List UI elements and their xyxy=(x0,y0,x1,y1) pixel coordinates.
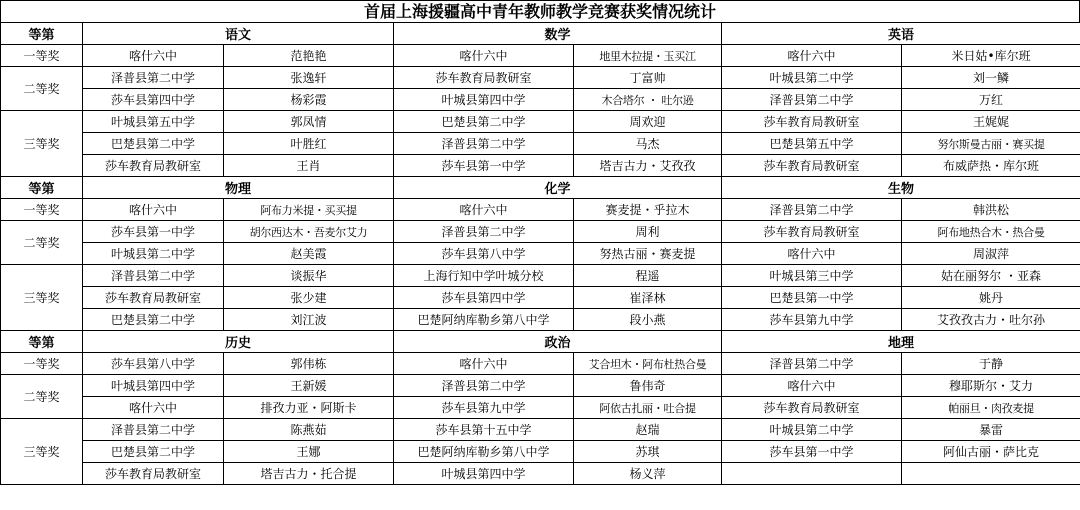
rank-cell: 二等奖 xyxy=(1,375,83,419)
school-cell: 喀什六中 xyxy=(394,45,574,67)
teacher-cell: 周欢迎 xyxy=(574,111,722,133)
rank-header: 等第 xyxy=(1,23,83,45)
table-row xyxy=(1,45,1080,67)
school-cell: 喀什六中 xyxy=(722,375,902,397)
school-cell: 莎车教育局教研室 xyxy=(722,155,902,177)
subject-header: 数学 xyxy=(394,23,722,45)
section-header-row xyxy=(1,331,1080,353)
teacher-cell: 苏琪 xyxy=(574,441,722,463)
teacher-cell: 赵美霞 xyxy=(224,243,394,265)
teacher-cell: 杨彩霞 xyxy=(224,89,394,111)
teacher-cell: 周淑萍 xyxy=(902,243,1080,265)
school-cell xyxy=(722,463,902,485)
school-cell: 莎车县第一中学 xyxy=(83,221,224,243)
school-cell: 巴楚阿纳库勒乡第八中学 xyxy=(394,441,574,463)
table-row xyxy=(1,441,1080,463)
page-title: 首届上海援疆高中青年教师教学竞赛获奖情况统计 xyxy=(0,0,1080,22)
teacher-cell: 范艳艳 xyxy=(224,45,394,67)
school-cell: 喀什六中 xyxy=(83,397,224,419)
school-cell: 喀什六中 xyxy=(83,45,224,67)
rank-header: 等第 xyxy=(1,177,83,199)
teacher-cell: 塔吉古力・艾孜孜 xyxy=(574,155,722,177)
table-row xyxy=(1,243,1080,265)
section-header-row xyxy=(1,23,1080,45)
teacher-cell: 于静 xyxy=(902,353,1080,375)
teacher-cell: 王肖 xyxy=(224,155,394,177)
school-cell: 莎车教育局教研室 xyxy=(394,67,574,89)
school-cell: 巴楚阿纳库勒乡第八中学 xyxy=(394,309,574,331)
table-row xyxy=(1,265,1080,287)
school-cell: 叶城县第二中学 xyxy=(722,419,902,441)
teacher-cell: 排孜力亚・阿斯卡 xyxy=(224,397,394,419)
teacher-cell: 姑在丽努尔 ・亚森 xyxy=(902,265,1080,287)
rank-cell: 三等奖 xyxy=(1,111,83,177)
teacher-cell: 崔泽林 xyxy=(574,287,722,309)
school-cell: 上海行知中学叶城分校 xyxy=(394,265,574,287)
teacher-cell: 布威萨热・库尔班 xyxy=(902,155,1080,177)
school-cell: 巴楚县第二中学 xyxy=(83,133,224,155)
subject-header: 地理 xyxy=(722,331,1080,353)
teacher-cell: 丁富帅 xyxy=(574,67,722,89)
teacher-cell: 段小燕 xyxy=(574,309,722,331)
teacher-cell: 鲁伟奇 xyxy=(574,375,722,397)
school-cell: 莎车县第四中学 xyxy=(394,287,574,309)
school-cell: 莎车县第四中学 xyxy=(83,89,224,111)
teacher-cell: 程遥 xyxy=(574,265,722,287)
school-cell: 莎车县第九中学 xyxy=(722,309,902,331)
school-cell: 喀什六中 xyxy=(394,199,574,221)
teacher-cell: 郭凤情 xyxy=(224,111,394,133)
school-cell: 莎车教育局教研室 xyxy=(722,111,902,133)
table-row xyxy=(1,353,1080,375)
school-cell: 泽普县第二中学 xyxy=(394,221,574,243)
school-cell: 泽普县第二中学 xyxy=(722,353,902,375)
teacher-cell: 暴雷 xyxy=(902,419,1080,441)
teacher-cell: 马杰 xyxy=(574,133,722,155)
teacher-cell: 韩洪松 xyxy=(902,199,1080,221)
table-row xyxy=(1,397,1080,419)
teacher-cell: 陈燕茹 xyxy=(224,419,394,441)
section-header-row xyxy=(1,177,1080,199)
teacher-cell: 张少建 xyxy=(224,287,394,309)
subject-header: 政治 xyxy=(394,331,722,353)
school-cell: 喀什六中 xyxy=(722,243,902,265)
table-row xyxy=(1,199,1080,221)
teacher-cell: 木合塔尔 ・ 吐尔逊 xyxy=(574,89,722,111)
teacher-cell: 赛麦提・乎拉木 xyxy=(574,199,722,221)
school-cell: 莎车县第八中学 xyxy=(83,353,224,375)
teacher-cell: 叶胜红 xyxy=(224,133,394,155)
teacher-cell: 郭伟栋 xyxy=(224,353,394,375)
school-cell: 叶城县第四中学 xyxy=(394,463,574,485)
school-cell: 巴楚县第二中学 xyxy=(394,111,574,133)
rank-cell: 一等奖 xyxy=(1,353,83,375)
school-cell: 巴楚县第五中学 xyxy=(722,133,902,155)
teacher-cell: 阿布力米提・买买提 xyxy=(224,199,394,221)
teacher-cell: 努尔斯曼古丽・赛买提 xyxy=(902,133,1080,155)
table-row xyxy=(1,287,1080,309)
school-cell: 泽普县第二中学 xyxy=(722,89,902,111)
teacher-cell: 万红 xyxy=(902,89,1080,111)
table-row xyxy=(1,419,1080,441)
teacher-cell: 米日姑•库尔班 xyxy=(902,45,1080,67)
awards-table xyxy=(0,22,1080,485)
school-cell: 莎车县第一中学 xyxy=(394,155,574,177)
table-row xyxy=(1,155,1080,177)
school-cell: 泽普县第二中学 xyxy=(83,265,224,287)
teacher-cell: 王新媛 xyxy=(224,375,394,397)
table-row xyxy=(1,375,1080,397)
teacher-cell: 刘一鳞 xyxy=(902,67,1080,89)
school-cell: 莎车县第十五中学 xyxy=(394,419,574,441)
rank-cell: 三等奖 xyxy=(1,419,83,485)
teacher-cell: 谈振华 xyxy=(224,265,394,287)
school-cell: 叶城县第二中学 xyxy=(722,67,902,89)
rank-cell: 一等奖 xyxy=(1,199,83,221)
teacher-cell: 阿仙古丽・萨比克 xyxy=(902,441,1080,463)
teacher-cell: 周利 xyxy=(574,221,722,243)
table-row xyxy=(1,67,1080,89)
teacher-cell xyxy=(902,463,1080,485)
subject-header: 语文 xyxy=(83,23,394,45)
school-cell: 叶城县第四中学 xyxy=(394,89,574,111)
teacher-cell: 阿布地热合木・热合曼 xyxy=(902,221,1080,243)
school-cell: 泽普县第二中学 xyxy=(394,133,574,155)
teacher-cell: 王娜 xyxy=(224,441,394,463)
school-cell: 叶城县第四中学 xyxy=(83,375,224,397)
rank-cell: 三等奖 xyxy=(1,265,83,331)
table-row xyxy=(1,221,1080,243)
school-cell: 喀什六中 xyxy=(394,353,574,375)
teacher-cell: 赵瑞 xyxy=(574,419,722,441)
teacher-cell: 阿依古扎丽・吐合提 xyxy=(574,397,722,419)
school-cell: 巴楚县第二中学 xyxy=(83,309,224,331)
subject-header: 化学 xyxy=(394,177,722,199)
school-cell: 巴楚县第二中学 xyxy=(83,441,224,463)
table-row xyxy=(1,463,1080,485)
teacher-cell: 张逸轩 xyxy=(224,67,394,89)
teacher-cell: 努热古丽・赛麦提 xyxy=(574,243,722,265)
teacher-cell: 塔吉古力・托合提 xyxy=(224,463,394,485)
school-cell: 泽普县第二中学 xyxy=(394,375,574,397)
table-row xyxy=(1,89,1080,111)
subject-header: 历史 xyxy=(83,331,394,353)
school-cell: 喀什六中 xyxy=(722,45,902,67)
teacher-cell: 刘江波 xyxy=(224,309,394,331)
school-cell: 泽普县第二中学 xyxy=(83,419,224,441)
teacher-cell: 胡尔西达木・吾麦尔艾力 xyxy=(224,221,394,243)
school-cell: 莎车教育局教研室 xyxy=(722,221,902,243)
school-cell: 叶城县第二中学 xyxy=(83,243,224,265)
teacher-cell: 地里木拉提・玉买江 xyxy=(574,45,722,67)
school-cell: 莎车教育局教研室 xyxy=(83,287,224,309)
subject-header: 生物 xyxy=(722,177,1080,199)
rank-header: 等第 xyxy=(1,331,83,353)
subject-header: 物理 xyxy=(83,177,394,199)
school-cell: 莎车县第八中学 xyxy=(394,243,574,265)
table-row xyxy=(1,309,1080,331)
subject-header: 英语 xyxy=(722,23,1080,45)
teacher-cell: 杨义萍 xyxy=(574,463,722,485)
teacher-cell: 王娓娓 xyxy=(902,111,1080,133)
school-cell: 泽普县第二中学 xyxy=(722,199,902,221)
teacher-cell: 艾合坦木・阿布杜热合曼 xyxy=(574,353,722,375)
rank-cell: 一等奖 xyxy=(1,45,83,67)
school-cell: 叶城县第三中学 xyxy=(722,265,902,287)
school-cell: 莎车教育局教研室 xyxy=(83,155,224,177)
table-row xyxy=(1,111,1080,133)
school-cell: 泽普县第二中学 xyxy=(83,67,224,89)
school-cell: 喀什六中 xyxy=(83,199,224,221)
school-cell: 莎车教育局教研室 xyxy=(722,397,902,419)
school-cell: 巴楚县第一中学 xyxy=(722,287,902,309)
school-cell: 莎车县第九中学 xyxy=(394,397,574,419)
school-cell: 叶城县第五中学 xyxy=(83,111,224,133)
rank-cell: 二等奖 xyxy=(1,67,83,111)
table-row xyxy=(1,133,1080,155)
school-cell: 莎车县第一中学 xyxy=(722,441,902,463)
teacher-cell: 姚丹 xyxy=(902,287,1080,309)
school-cell: 莎车教育局教研室 xyxy=(83,463,224,485)
rank-cell: 二等奖 xyxy=(1,221,83,265)
teacher-cell: 艾孜孜古力・吐尔孙 xyxy=(902,309,1080,331)
teacher-cell: 帕丽旦・肉孜麦提 xyxy=(902,397,1080,419)
teacher-cell: 穆耶斯尔・艾力 xyxy=(902,375,1080,397)
